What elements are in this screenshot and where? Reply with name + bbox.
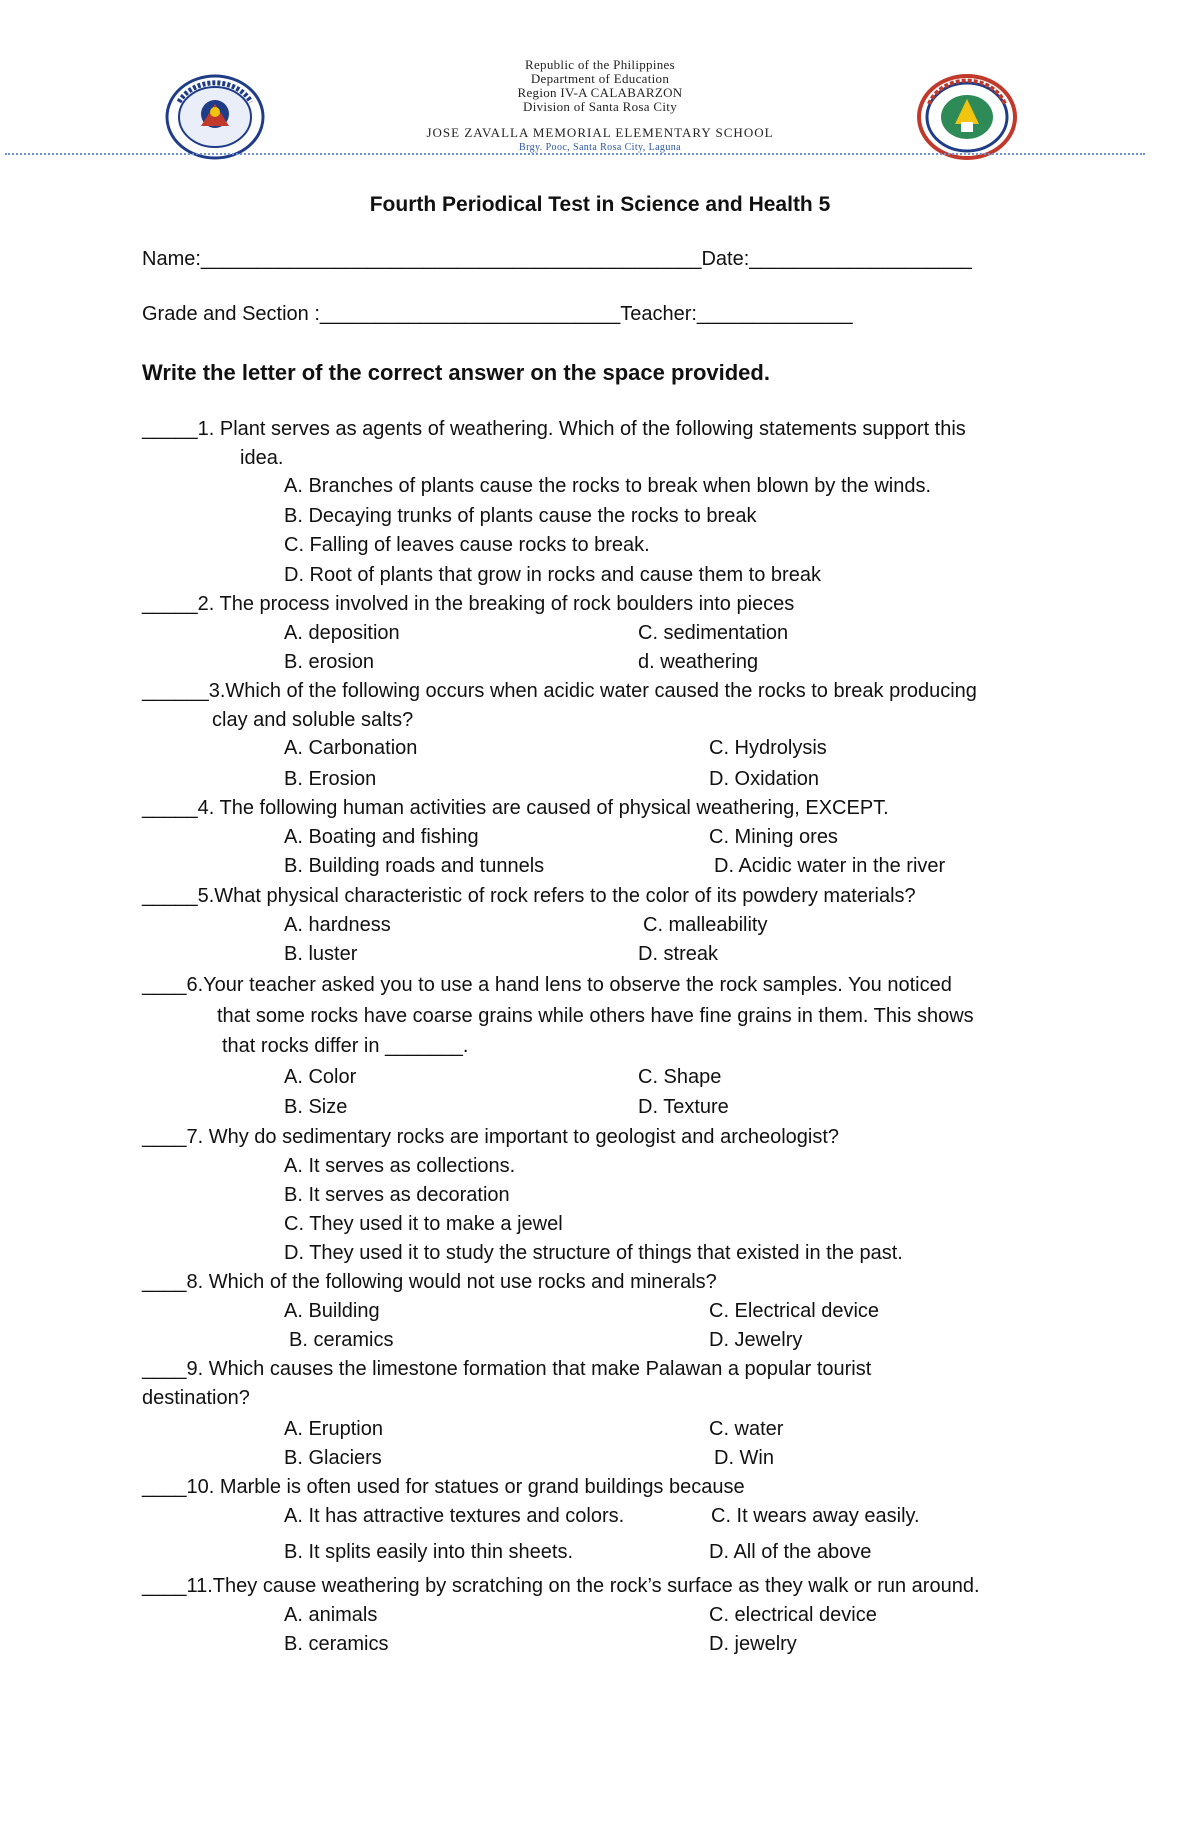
name-date-fields[interactable]: Name:_____________________________________________Date:____________________ (142, 248, 972, 270)
region-line: Region IV-A CALABARZON (517, 85, 683, 100)
question-11-choice-b: B. ceramics (284, 1633, 389, 1655)
question-6-choice-c: C. Shape (638, 1066, 722, 1088)
question-7-choice-c: C. They used it to make a jewel (284, 1213, 563, 1235)
question-9-choice-c: C. water (709, 1418, 784, 1440)
question-4-choice-a: A. Boating and fishing (284, 826, 479, 848)
question-3-stem-cont: clay and soluble salts? (212, 709, 414, 731)
question-5-choice-b: B. luster (284, 943, 358, 965)
letterhead-text (380, 58, 820, 153)
division-line: Division of Santa Rosa City (523, 99, 677, 114)
question-7-choice-d: D. They used it to study the structure of things that existed in the past. (284, 1242, 903, 1264)
question-5-stem: _____5.What physical characteristic of rock refers to the color of its powdery materials? (142, 885, 916, 907)
question-2-stem: _____2. The process involved in the breaking of rock boulders into pieces (142, 593, 795, 615)
question-1-choice-c: C. Falling of leaves cause rocks to break. (284, 534, 650, 556)
question-5-choice-d: D. streak (638, 943, 719, 965)
question-8-choice-d: D. Jewelry (709, 1329, 803, 1351)
question-3-stem: ______3.Which of the following occurs when acidic water caused the rocks to break producing (142, 680, 977, 702)
question-6-stem: ____6.Your teacher asked you to use a hand lens to observe the rock samples. You noticed (142, 974, 952, 996)
question-11-choice-c: C. electrical device (709, 1604, 877, 1626)
question-9-choice-d: D. Win (714, 1447, 774, 1469)
question-5-choice-a: A. hardness (284, 914, 391, 936)
question-11-choice-a: A. animals (284, 1604, 378, 1626)
question-8-stem: ____8. Which of the following would not use rocks and minerals? (142, 1271, 717, 1293)
question-10-choice-b: B. It splits easily into thin sheets. (284, 1541, 574, 1563)
question-1-choice-a: A. Branches of plants cause the rocks to break when blown by the winds. (284, 475, 932, 497)
question-5-choice-c: C. malleability (643, 914, 768, 936)
question-6-stem-cont: that some rocks have coarse grains while others have fine grains in them. This shows (217, 1005, 974, 1027)
question-1-stem: _____1. Plant serves as agents of weathering. Which of the following statements support this (142, 418, 966, 440)
question-11-stem: ____11.They cause weathering by scratching on the rock’s surface as they walk or run around. (142, 1575, 980, 1597)
question-6-choice-b: B. Size (284, 1096, 348, 1118)
question-1-choice-d: D. Root of plants that grow in rocks and cause them to break (284, 564, 821, 586)
question-3-choice-a: A. Carbonation (284, 737, 418, 759)
question-4-stem: _____4. The following human activities are caused of physical weathering, EXCEPT. (142, 797, 889, 819)
school-seal-logo (917, 74, 1017, 160)
question-3-choice-c: C. Hydrolysis (709, 737, 827, 759)
question-10-choice-d: D. All of the above (709, 1541, 872, 1563)
question-2-choice-c: C. sedimentation (638, 622, 789, 644)
question-2-choice-b: B. erosion (284, 651, 375, 673)
question-4-choice-c: C. Mining ores (709, 826, 838, 848)
question-2-choice-d: d. weathering (638, 651, 759, 673)
question-1-choice-b: B. Decaying trunks of plants cause the rocks to break (284, 505, 757, 527)
question-9-choice-a: A. Eruption (284, 1418, 383, 1440)
instructions: Write the letter of the correct answer on the space provided. (142, 360, 770, 385)
question-7-choice-b: B. It serves as decoration (284, 1184, 510, 1206)
question-4-choice-b: B. Building roads and tunnels (284, 855, 545, 877)
question-11-choice-d: D. jewelry (709, 1633, 797, 1655)
question-7-choice-a: A. It serves as collections. (284, 1155, 516, 1177)
question-10-choice-c: C. It wears away easily. (711, 1505, 920, 1527)
question-9-stem: ____9. Which causes the limestone formation that make Palawan a popular tourist (142, 1358, 872, 1380)
header-divider (5, 153, 1145, 155)
question-8-choice-b: B. ceramics (289, 1329, 394, 1351)
question-3-choice-d: D. Oxidation (709, 768, 820, 790)
school-name: JOSE ZAVALLA MEMORIAL ELEMENTARY SCHOOL (426, 125, 774, 140)
question-4-choice-d: D. Acidic water in the river (714, 855, 946, 877)
question-9-choice-b: B. Glaciers (284, 1447, 382, 1469)
grade-teacher-fields[interactable]: Grade and Section :___________________________Teacher:______________ (142, 303, 853, 325)
deped-seal-logo (165, 74, 265, 160)
department-line: Department of Education (530, 71, 670, 86)
republic-line: Republic of the Philippines (524, 57, 675, 72)
question-3-choice-b: B. Erosion (284, 768, 377, 790)
question-8-choice-c: C. Electrical device (709, 1300, 880, 1322)
question-10-stem: ____10. Marble is often used for statues or grand buildings because (142, 1476, 745, 1498)
question-10-choice-a: A. It has attractive textures and colors. (284, 1505, 625, 1527)
question-2-choice-a: A. deposition (284, 622, 400, 644)
letterhead (0, 0, 1200, 160)
question-1-stem-cont: idea. (240, 447, 284, 469)
question-6-stem-cont-2: that rocks differ in _______. (222, 1035, 469, 1057)
question-9-stem-cont: destination? (142, 1387, 250, 1409)
question-7-stem: ____7. Why do sedimentary rocks are important to geologist and archeologist? (142, 1126, 840, 1148)
question-6-choice-a: A. Color (284, 1066, 357, 1088)
question-8-choice-a: A. Building (284, 1300, 380, 1322)
school-address: Brgy. Pooc, Santa Rosa City, Laguna (519, 142, 681, 153)
question-6-choice-d: D. Texture (638, 1096, 729, 1118)
test-title: Fourth Periodical Test in Science and Health 5 (369, 193, 831, 216)
